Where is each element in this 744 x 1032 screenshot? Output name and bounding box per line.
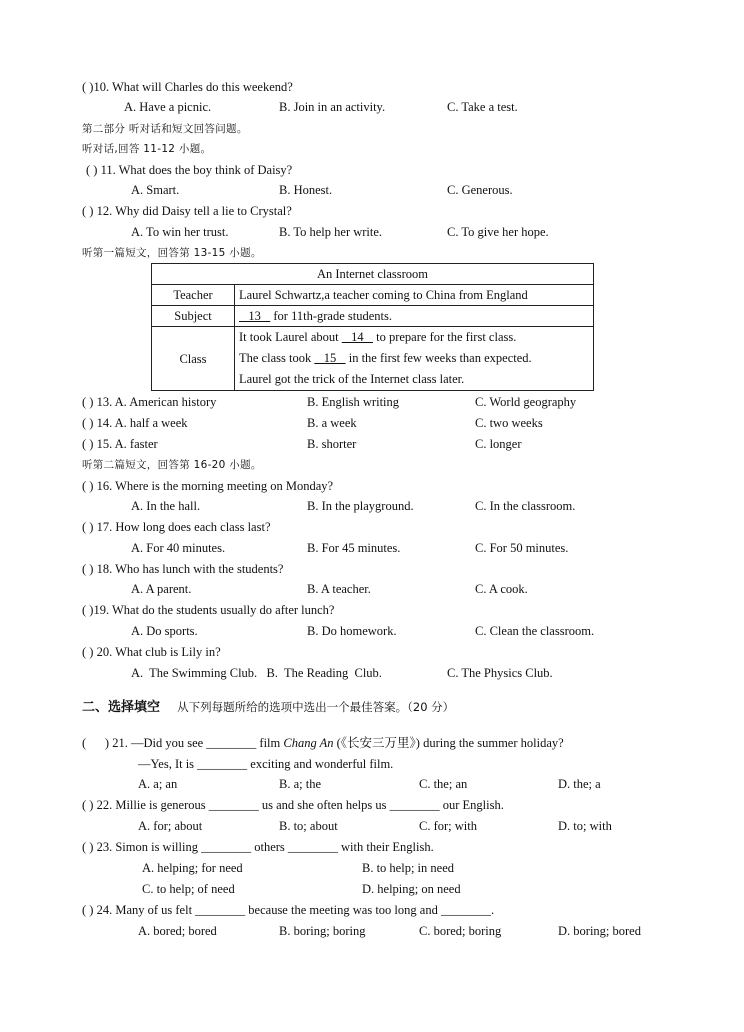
question-17-stem: ( ) 17. How long does each class last? [82,520,271,534]
passage1-instruction: 听第一篇短文，回答第 13-15 小题。 [82,247,262,259]
question-24-stem: ( ) 24. Many of us felt ________ because the meeting was too long and ________. [82,903,495,917]
question-19-option-b: B. Do homework. [307,624,397,638]
question-12-stem: ( ) 12. Why did Daisy tell a lie to Crystal? [82,204,292,218]
section2-header [82,699,454,716]
question-17-option-a: A. For 40 minutes. [131,541,226,555]
question-12-option-b: B. To help her write. [279,225,383,239]
section2-description: 从下列每题所给的选项中选出一个最佳答案。（20 分） [177,700,455,714]
question-18-option-c: C. A cook. [475,582,528,596]
question-14-option-c: C. two weeks [475,416,543,430]
table-subject-label: Subject [152,306,235,327]
table-subject-value [235,306,594,327]
question-24-option-a: A. bored; bored [138,924,217,938]
question-10-option-b: B. Join in an activity. [279,100,386,114]
question-23-option-c: C. to help; of need [142,882,235,896]
question-16-option-a: A. In the hall. [131,499,201,513]
question-22-option-c: C. for; with [419,819,477,833]
question-13-option-c: C. World geography [475,395,577,409]
class-line-3: Laurel got the trick of the Internet class later. [239,372,465,386]
question-16-option-b: B. In the playground. [307,499,414,513]
question-10-stem: ( )10. What will Charles do this weekend? [82,80,293,94]
question-12-option-c: C. To give her hope. [447,225,549,239]
question-19-stem: ( )19. What do the students usually do after lunch? [82,603,335,617]
question-14-option-b: B. a week [307,416,357,430]
question-21-stem: ( ) 21. —Did you see ________ film Chang An (《长安三万里》) during the summer holiday? [82,736,564,750]
question-11-option-c: C. Generous. [447,183,513,197]
blank-14: 14 [341,330,373,344]
question-17-option-b: B. For 45 minutes. [307,541,401,555]
question-15-stem: ( ) 15. A. faster [82,437,158,451]
film-title: Chang An [283,736,334,750]
question-20-options-ab: A. The Swimming Club. B. The Reading Club. [131,666,382,680]
question-16-stem: ( ) 16. Where is the morning meeting on Monday? [82,479,334,493]
internet-classroom-table [151,263,594,391]
passage2-instruction: 听第二篇短文，回答第 16-20 小题。 [82,459,262,471]
part2-title: 第二部分 听对话和短文回答问题。 [82,123,248,135]
question-13-option-b: B. English writing [307,395,400,409]
question-10-option-c: C. Take a test. [447,100,518,114]
table-title: An Internet classroom [152,264,594,285]
question-24-option-c: C. bored; boring [419,924,502,938]
dialogue-instruction: 听对话,回答 11-12 小题。 [82,143,212,155]
subject-rest: for 11th-grade students. [270,309,392,323]
question-13-stem: ( ) 13. A. American history [82,395,217,409]
question-18-option-b: B. A teacher. [307,582,371,596]
class-line-2: The class took 15 in the first few weeks than expected. [239,351,532,365]
blank-13: 13 [239,309,271,323]
question-20-option-c: C. The Physics Club. [447,666,553,680]
question-22-stem: ( ) 22. Millie is generous ________ us and she often helps us ________ our English. [82,798,504,812]
question-19-option-a: A. Do sports. [131,624,198,638]
question-19-option-c: C. Clean the classroom. [475,624,595,638]
question-10-option-a: A. Have a picnic. [124,100,212,114]
question-21-option-d: D. the; a [558,777,601,791]
question-17-option-c: C. For 50 minutes. [475,541,569,555]
question-11-stem: ( ) 11. What does the boy think of Daisy? [86,163,293,177]
question-24-option-d: D. boring; bored [558,924,641,938]
question-21-option-b: B. a; the [279,777,322,791]
question-22-option-d: D. to; with [558,819,612,833]
question-23-option-d: D. helping; on need [362,882,461,896]
question-15-option-b: B. shorter [307,437,357,451]
question-23-stem: ( ) 23. Simon is willing ________ others ________ with their English. [82,840,434,854]
section2-title: 二、选择填空 [82,700,161,715]
question-15-option-c: C. longer [475,437,522,451]
question-18-stem: ( ) 18. Who has lunch with the students? [82,562,284,576]
question-24-option-b: B. boring; boring [279,924,366,938]
class-line-1: It took Laurel about 14 to prepare for the first class. [239,330,517,344]
table-class-label: Class [152,327,235,391]
question-23-option-b: B. to help; in need [362,861,454,875]
question-16-option-c: C. In the classroom. [475,499,576,513]
question-20-stem: ( ) 20. What club is Lily in? [82,645,221,659]
question-11-option-a: A. Smart. [131,183,180,197]
question-22-option-b: B. to; about [279,819,338,833]
question-21-line2: —Yes, It is ________ exciting and wonderful film. [138,757,394,771]
table-class-value [235,327,594,391]
question-21-option-c: C. the; an [419,777,468,791]
blank-15: 15 [314,351,346,365]
question-23-option-a: A. helping; for need [142,861,243,875]
table-teacher-label: Teacher [152,285,235,306]
question-22-option-a: A. for; about [138,819,203,833]
question-14-stem: ( ) 14. A. half a week [82,416,188,430]
question-21-option-a: A. a; an [138,777,178,791]
question-18-option-a: A. A parent. [131,582,192,596]
table-teacher-value: Laurel Schwartz,a teacher coming to China from England [235,285,594,306]
question-12-option-a: A. To win her trust. [131,225,229,239]
question-11-option-b: B. Honest. [279,183,333,197]
